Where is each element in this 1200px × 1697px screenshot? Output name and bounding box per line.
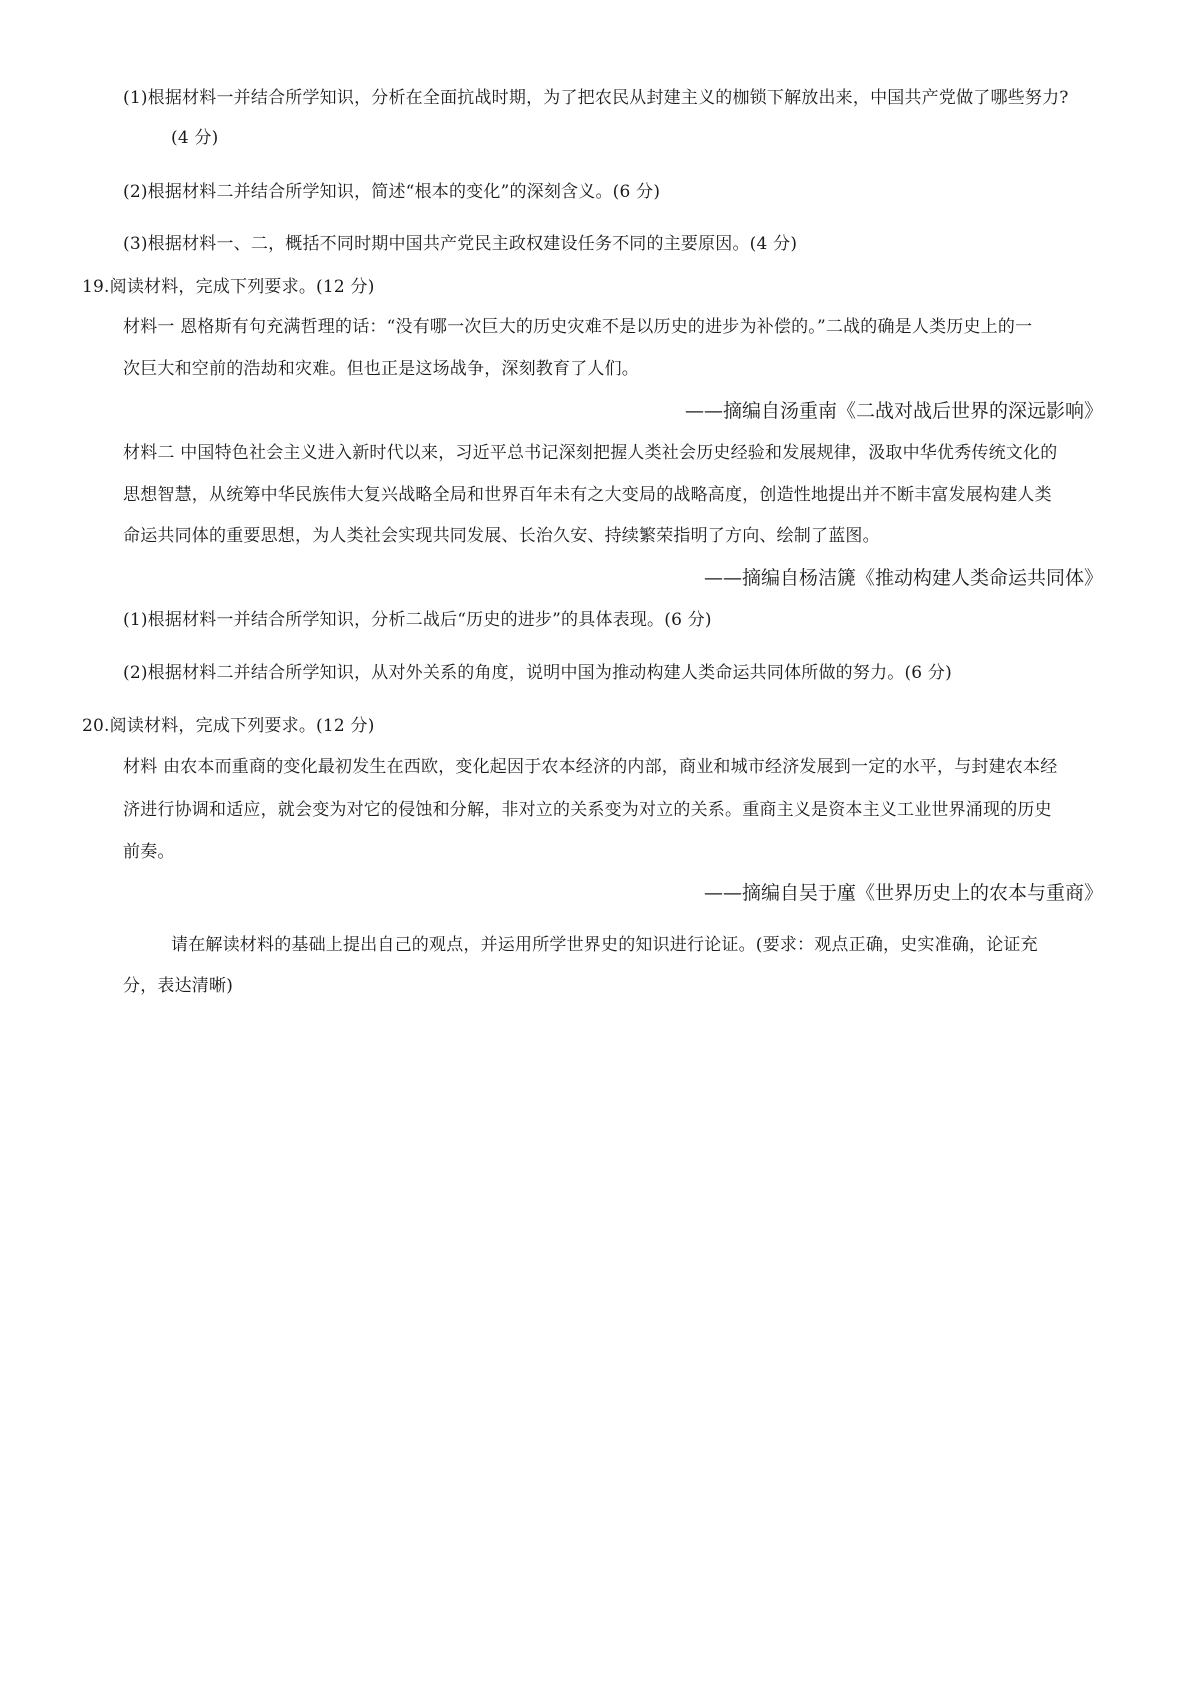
q19-sub1-text: (1)根据材料一并结合所学知识，分析二战后“历史的进步”的具体表现。(6 分)	[123, 610, 712, 630]
q20-heading: 20.阅读材料，完成下列要求。(12 分)	[82, 716, 375, 736]
q20-material-line2: 济进行协调和适应，就会变为对它的侵蚀和分解，非对立的关系变为对立的关系。重商主义是资本主义工业世界涌现的历史	[123, 800, 1052, 820]
q19-material1-line1: 材料一 恩格斯有句充满哲理的话：“没有哪一次巨大的历史灾难不是以历史的进步为补偿的。”二战的确是人类历史上的一	[123, 317, 1033, 337]
q18-sub1-text: (1)根据材料一并结合所学知识，分析在全面抗战时期，为了把农民从封建主义的枷锁下解放出来，中国共产党做了哪些努力?	[123, 88, 1069, 108]
q20-material-source: ——摘编自吴于廑《世界历史上的农本与重商》	[703, 882, 1103, 904]
q20-task-line2: 分，表达清晰)	[123, 976, 234, 996]
q19-heading: 19.阅读材料，完成下列要求。(12 分)	[82, 277, 375, 297]
q20-task-line1: 请在解读材料的基础上提出自己的观点，并运用所学世界史的知识进行论证。(要求：观点正确，史实准确，论证充	[171, 935, 1038, 955]
q20-material-line3: 前奏。	[123, 842, 175, 862]
q19-material2-source: ——摘编自杨洁篪《推动构建人类命运共同体》	[703, 567, 1103, 589]
q20-material-line1: 材料 由农本而重商的变化最初发生在西欧，变化起因于农本经济的内部，商业和城市经济发展到一定的水平，与封建农本经	[123, 757, 1058, 777]
q19-material2-line1: 材料二 中国特色社会主义进入新时代以来，习近平总书记深刻把握人类社会历史经验和发展规律，汲取中华优秀传统文化的	[123, 443, 1058, 463]
q18-sub3-text: (3)根据材料一、二，概括不同时期中国共产党民主政权建设任务不同的主要原因。(4 分)	[123, 234, 798, 254]
q18-sub1-score: (4 分)	[171, 128, 219, 148]
q19-material1-line2: 次巨大和空前的浩劫和灾难。但也正是这场战争，深刻教育了人们。	[123, 359, 639, 379]
q19-sub2-text: (2)根据材料二并结合所学知识，从对外关系的角度，说明中国为推动构建人类命运共同体所做的努力。(6 分)	[123, 663, 952, 683]
q19-material1-source: ——摘编自汤重南《二战对战后世界的深远影响》	[684, 400, 1103, 422]
q19-material2-line2: 思想智慧，从统筹中华民族伟大复兴战略全局和世界百年未有之大变局的战略高度，创造性地提出并不断丰富发展构建人类	[123, 485, 1052, 505]
q18-sub2-text: (2)根据材料二并结合所学知识，简述“根本的变化”的深刻含义。(6 分)	[123, 182, 661, 202]
q19-material2-line3: 命运共同体的重要思想，为人类社会实现共同发展、长治久安、持续繁荣指明了方向、绘制了蓝图。	[123, 526, 880, 546]
